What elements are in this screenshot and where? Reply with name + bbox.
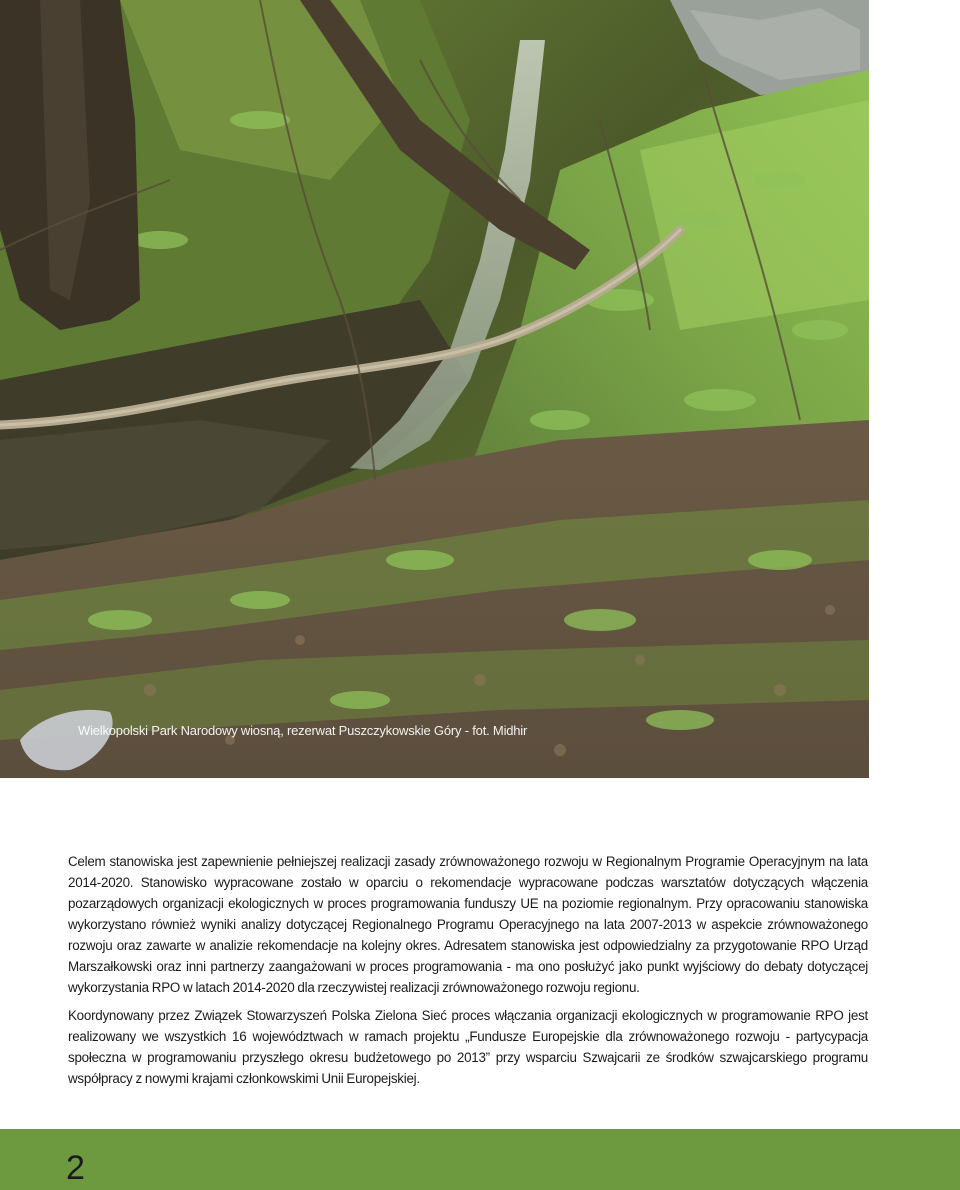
footer-bar	[0, 1129, 960, 1190]
photo-caption: Wielkopolski Park Narodowy wiosną, rezerwat Puszczykowskie Góry - fot. Midhir	[78, 723, 528, 738]
paragraph-coordination: Koordynowany przez Związek Stowarzyszeń Polska Zielona Sieć proces włączania organizacji ekologicznych w programowanie RPO jest realizowany we wszystkich 16 województwach w ramach projektu „Fundusze Europejskie dla zrównoważonego rozwoju - partycypacja społeczna w programowaniu przyszłego okresu budżetowego po 2013” przy wsparciu Szwajcarii ze środków szwajcarskiego programu współpracy z nowymi krajami członkowskimi Unii Europejskiej.	[68, 1008, 868, 1086]
page-number: 2	[66, 1149, 84, 1187]
body-text	[68, 851, 868, 1096]
paragraph-purpose: Celem stanowiska jest zapewnienie pełniejszej realizacji zasady zrównoważonego rozwoju w Regionalnym Programie Operacyjnym na lata 2014-2020. Stanowisko wypracowane zostało w oparciu o rekomendacje wypracowane podczas warsztatów dotyczących włączenia pozarządowych organizacji ekologicznych w proces programowania funduszy UE na poziomie regionalnym. Przy opracowaniu stanowiska wykorzystano również wyniki analizy dotyczącej Regionalnego Programu Operacyjnego na lata 2007-2013 w aspekcie zrównoważonego rozwoju oraz zawarte w analizie rekomendacje na kolejny okres. Adresatem stanowiska jest odpowiedzialny za przygotowanie RPO Urząd Marszałkowski oraz inni partnerzy zaangażowani w proces programowania - ma ono posłużyć jako punkt wyjściowy do debaty dotyczącej wykorzystania RPO w latach 2014-2020 dla rzeczywistej realizacji zrównoważonego rozwoju regionu.	[68, 854, 868, 995]
